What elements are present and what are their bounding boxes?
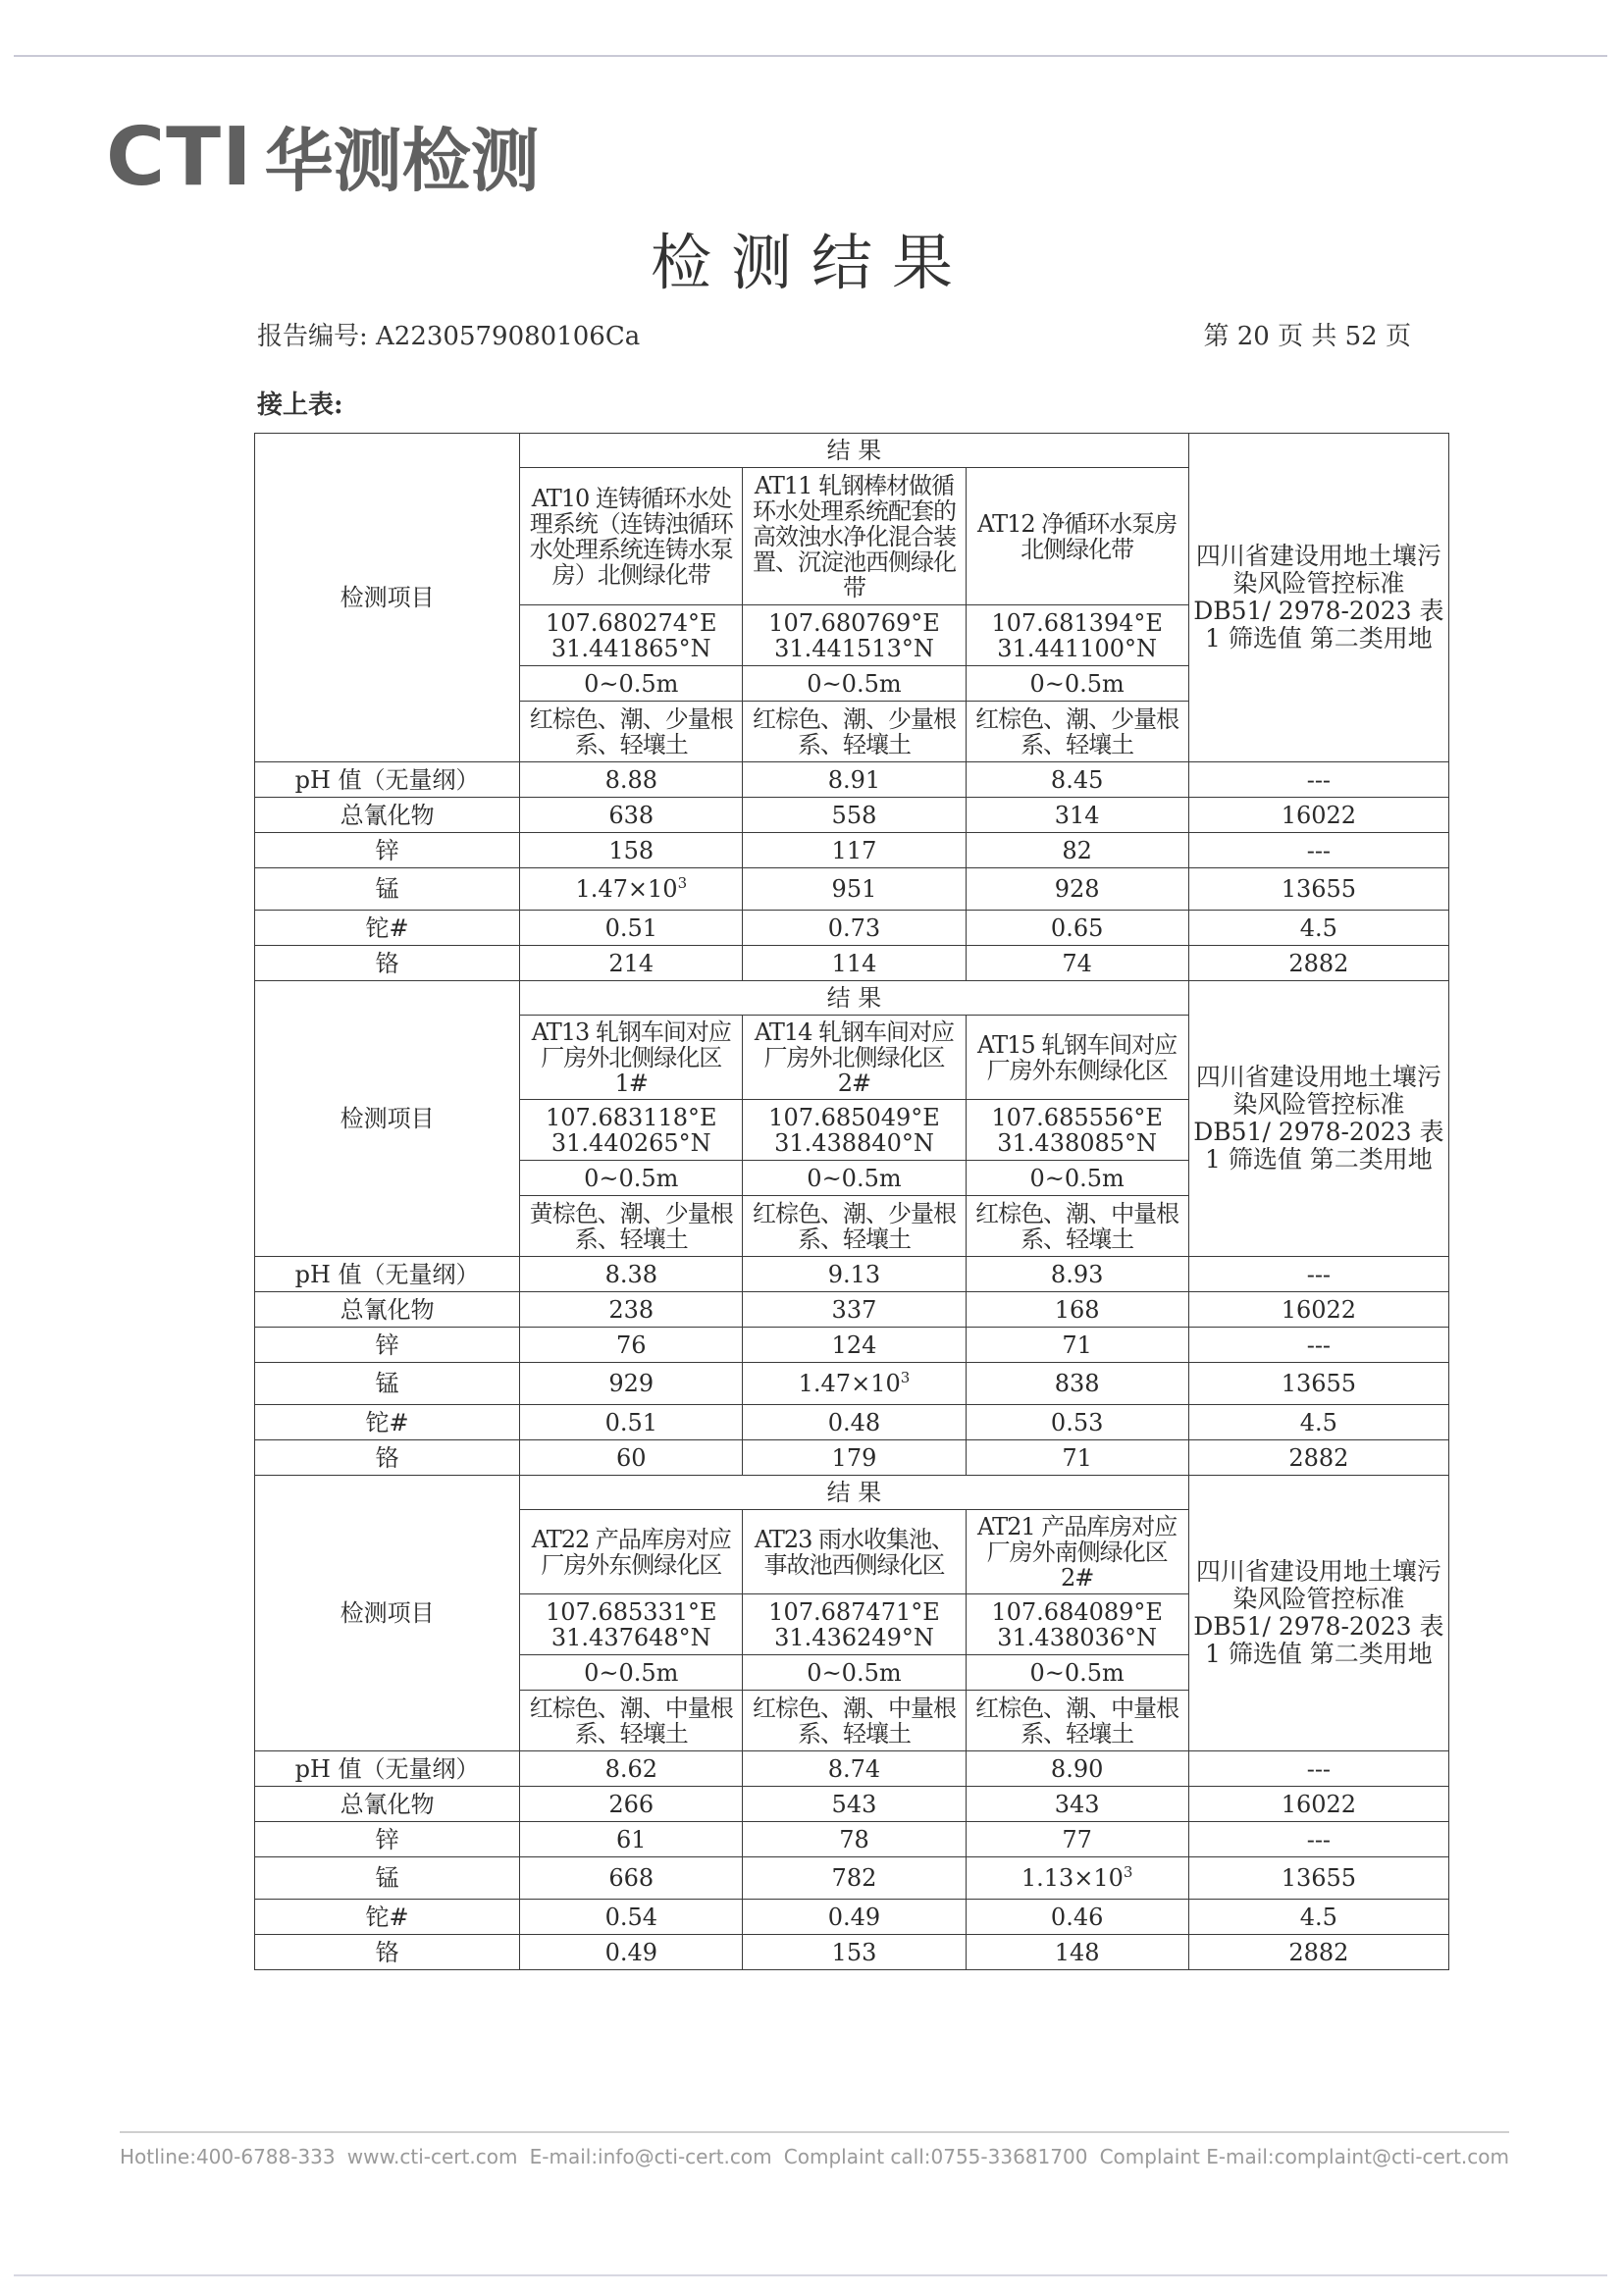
item-header: 检测项目 bbox=[255, 1476, 520, 1751]
cell-value: 0.49 bbox=[743, 1900, 966, 1935]
cell-value: 214 bbox=[520, 946, 743, 981]
soil-description: 红棕色、潮、少量根系、轻壤土 bbox=[520, 702, 743, 762]
limit-value: --- bbox=[1188, 1751, 1448, 1787]
cell-value: 153 bbox=[743, 1935, 966, 1970]
cell-value: 8.62 bbox=[520, 1751, 743, 1787]
cell-value: 117 bbox=[743, 833, 966, 868]
table-row bbox=[255, 1328, 1449, 1363]
cell-value: 8.45 bbox=[966, 762, 1188, 798]
results-header: 结 果 bbox=[520, 1476, 1189, 1510]
cell-value: 0.65 bbox=[966, 911, 1188, 946]
table-row bbox=[255, 1935, 1449, 1970]
table-row bbox=[255, 1440, 1449, 1476]
cell-value: 77 bbox=[966, 1822, 1188, 1857]
soil-description: 红棕色、潮、少量根系、轻壤土 bbox=[743, 1196, 966, 1257]
cell-value: 71 bbox=[966, 1328, 1188, 1363]
footer-complaint-call: Complaint call:0755-33681700 bbox=[783, 2145, 1088, 2168]
table-row bbox=[255, 1292, 1449, 1328]
sample-name: AT21 产品库房对应厂房外南侧绿化区 2# bbox=[966, 1510, 1188, 1594]
row-label: pH 值（无量纲） bbox=[255, 1751, 520, 1787]
cell-value: 337 bbox=[743, 1292, 966, 1328]
limit-value: 2882 bbox=[1188, 1440, 1448, 1476]
limit-value: 16022 bbox=[1188, 1787, 1448, 1822]
row-label: 总氰化物 bbox=[255, 1787, 520, 1822]
cell-value: 168 bbox=[966, 1292, 1188, 1328]
cell-value: 0.48 bbox=[743, 1405, 966, 1440]
results-header-row bbox=[255, 1476, 1449, 1510]
footer-rule bbox=[120, 2131, 1509, 2133]
results-header: 结 果 bbox=[520, 981, 1189, 1016]
cell-value: 782 bbox=[743, 1857, 966, 1900]
sample-coordinates: 107.680769°E 31.441513°N bbox=[743, 605, 966, 666]
cell-value: $1.47\times 10^3$ bbox=[743, 1363, 966, 1405]
sample-name: AT14 轧钢车间对应厂房外北侧绿化区 2# bbox=[743, 1016, 966, 1100]
cell-value: 928 bbox=[966, 868, 1188, 911]
sample-depth: 0~0.5m bbox=[520, 666, 743, 702]
soil-description: 红棕色、潮、少量根系、轻壤土 bbox=[966, 702, 1188, 762]
limit-value: 13655 bbox=[1188, 1363, 1448, 1405]
limit-value: --- bbox=[1188, 833, 1448, 868]
cell-value: $1.47\times 10^3$ bbox=[520, 868, 743, 911]
cell-value: 0.46 bbox=[966, 1900, 1188, 1935]
row-label: 总氰化物 bbox=[255, 1292, 520, 1328]
table-row bbox=[255, 1857, 1449, 1900]
row-label: 锰 bbox=[255, 868, 520, 911]
soil-description: 黄棕色、潮、少量根系、轻壤土 bbox=[520, 1196, 743, 1257]
table-row bbox=[255, 798, 1449, 833]
table-row bbox=[255, 911, 1449, 946]
cell-value: 8.38 bbox=[520, 1257, 743, 1292]
limit-value: --- bbox=[1188, 762, 1448, 798]
soil-description: 红棕色、潮、中量根系、轻壤土 bbox=[966, 1691, 1188, 1751]
cell-value: 114 bbox=[743, 946, 966, 981]
page-number: 第 20 页 共 52 页 bbox=[1203, 322, 1411, 351]
standard-header: 四川省建设用地土壤污染风险管控标准 DB51/ 2978-2023 表 1 筛选值 第二类用地 bbox=[1188, 981, 1448, 1257]
report-number: 报告编号: A2230579080106Ca bbox=[257, 322, 641, 351]
results-table bbox=[254, 433, 1449, 1970]
cell-value: 71 bbox=[966, 1440, 1188, 1476]
results-header: 结 果 bbox=[520, 434, 1189, 468]
row-label: 铊# bbox=[255, 1405, 520, 1440]
table-row bbox=[255, 1257, 1449, 1292]
continued-label: 接上表: bbox=[257, 391, 343, 420]
cell-value: 0.49 bbox=[520, 1935, 743, 1970]
cell-value: 8.91 bbox=[743, 762, 966, 798]
table-row bbox=[255, 1900, 1449, 1935]
sample-coordinates: 107.687471°E 31.436249°N bbox=[743, 1594, 966, 1655]
sample-coordinates: 107.685331°E 31.437648°N bbox=[520, 1594, 743, 1655]
cell-value: 266 bbox=[520, 1787, 743, 1822]
logo-mark: CTI bbox=[106, 111, 253, 204]
cell-value: 8.88 bbox=[520, 762, 743, 798]
cell-value: 8.90 bbox=[966, 1751, 1188, 1787]
sample-name: AT13 轧钢车间对应厂房外北侧绿化区 1# bbox=[520, 1016, 743, 1100]
table-row bbox=[255, 833, 1449, 868]
sample-coordinates: 107.684089°E 31.438036°N bbox=[966, 1594, 1188, 1655]
cell-value: 61 bbox=[520, 1822, 743, 1857]
limit-value: 4.5 bbox=[1188, 911, 1448, 946]
sample-depth: 0~0.5m bbox=[966, 1161, 1188, 1196]
results-header-row bbox=[255, 981, 1449, 1016]
item-header: 检测项目 bbox=[255, 981, 520, 1257]
row-label: 锰 bbox=[255, 1857, 520, 1900]
cell-value: 0.73 bbox=[743, 911, 966, 946]
results-header-row bbox=[255, 434, 1449, 468]
limit-value: 16022 bbox=[1188, 1292, 1448, 1328]
row-label: pH 值（无量纲） bbox=[255, 1257, 520, 1292]
cell-value: 951 bbox=[743, 868, 966, 911]
sample-coordinates: 107.685049°E 31.438840°N bbox=[743, 1100, 966, 1161]
row-label: 总氰化物 bbox=[255, 798, 520, 833]
table-row bbox=[255, 1822, 1449, 1857]
row-label: 铊# bbox=[255, 1900, 520, 1935]
cell-value: 179 bbox=[743, 1440, 966, 1476]
row-label: 锌 bbox=[255, 833, 520, 868]
limit-value: 4.5 bbox=[1188, 1900, 1448, 1935]
table-row bbox=[255, 946, 1449, 981]
cell-value: 148 bbox=[966, 1935, 1188, 1970]
cell-value: 0.51 bbox=[520, 911, 743, 946]
footer-website: www.cti-cert.com bbox=[346, 2145, 518, 2168]
soil-description: 红棕色、潮、中量根系、轻壤土 bbox=[743, 1691, 966, 1751]
table-row bbox=[255, 1405, 1449, 1440]
table-row bbox=[255, 868, 1449, 911]
sample-coordinates: 107.680274°E 31.441865°N bbox=[520, 605, 743, 666]
cell-value: 9.13 bbox=[743, 1257, 966, 1292]
sample-name: AT12 净循环水泵房北侧绿化带 bbox=[966, 468, 1188, 605]
cell-value: 343 bbox=[966, 1787, 1188, 1822]
sample-name: AT10 连铸循环水处理系统（连铸浊循环水处理系统连铸水泵房）北侧绿化带 bbox=[520, 468, 743, 605]
cell-value: 638 bbox=[520, 798, 743, 833]
cell-value: 74 bbox=[966, 946, 1188, 981]
table-row bbox=[255, 762, 1449, 798]
sample-depth: 0~0.5m bbox=[520, 1655, 743, 1691]
limit-value: 16022 bbox=[1188, 798, 1448, 833]
cell-value: 543 bbox=[743, 1787, 966, 1822]
footer bbox=[120, 2145, 1509, 2168]
page-title: 检测结果 bbox=[650, 227, 972, 298]
soil-description: 红棕色、潮、中量根系、轻壤土 bbox=[520, 1691, 743, 1751]
row-label: 锰 bbox=[255, 1363, 520, 1405]
footer-email: E-mail:info@cti-cert.com bbox=[529, 2145, 772, 2168]
standard-header: 四川省建设用地土壤污染风险管控标准 DB51/ 2978-2023 表 1 筛选值 第二类用地 bbox=[1188, 434, 1448, 762]
cell-value: 668 bbox=[520, 1857, 743, 1900]
cell-value: 0.53 bbox=[966, 1405, 1188, 1440]
sample-depth: 0~0.5m bbox=[966, 666, 1188, 702]
soil-description: 红棕色、潮、中量根系、轻壤土 bbox=[966, 1196, 1188, 1257]
sample-depth: 0~0.5m bbox=[966, 1655, 1188, 1691]
row-label: 铬 bbox=[255, 1440, 520, 1476]
cell-value: 124 bbox=[743, 1328, 966, 1363]
sample-depth: 0~0.5m bbox=[520, 1161, 743, 1196]
cell-value: 76 bbox=[520, 1328, 743, 1363]
row-label: pH 值（无量纲） bbox=[255, 762, 520, 798]
item-header: 检测项目 bbox=[255, 434, 520, 762]
sample-depth: 0~0.5m bbox=[743, 1161, 966, 1196]
row-label: 铬 bbox=[255, 946, 520, 981]
cell-value: 8.74 bbox=[743, 1751, 966, 1787]
cell-value: 238 bbox=[520, 1292, 743, 1328]
limit-value: 2882 bbox=[1188, 1935, 1448, 1970]
cell-value: 82 bbox=[966, 833, 1188, 868]
limit-value: 13655 bbox=[1188, 868, 1448, 911]
cell-value: 0.54 bbox=[520, 1900, 743, 1935]
footer-hotline: Hotline:400-6788-333 bbox=[120, 2145, 336, 2168]
limit-value: 2882 bbox=[1188, 946, 1448, 981]
limit-value: 13655 bbox=[1188, 1857, 1448, 1900]
sample-name: AT22 产品库房对应厂房外东侧绿化区 bbox=[520, 1510, 743, 1594]
limit-value: --- bbox=[1188, 1328, 1448, 1363]
cell-value: 60 bbox=[520, 1440, 743, 1476]
table-row bbox=[255, 1751, 1449, 1787]
sample-coordinates: 107.683118°E 31.440265°N bbox=[520, 1100, 743, 1161]
sample-name: AT15 轧钢车间对应厂房外东侧绿化区 bbox=[966, 1016, 1188, 1100]
sample-coordinates: 107.685556°E 31.438085°N bbox=[966, 1100, 1188, 1161]
row-label: 锌 bbox=[255, 1328, 520, 1363]
cell-value: 838 bbox=[966, 1363, 1188, 1405]
sample-name: AT11 轧钢棒材做循环水处理系统配套的高效浊水净化混合装置、沉淀池西侧绿化带 bbox=[743, 468, 966, 605]
limit-value: --- bbox=[1188, 1822, 1448, 1857]
soil-description: 红棕色、潮、少量根系、轻壤土 bbox=[743, 702, 966, 762]
cell-value: 78 bbox=[743, 1822, 966, 1857]
cell-value: 0.51 bbox=[520, 1405, 743, 1440]
row-label: 铬 bbox=[255, 1935, 520, 1970]
cell-value: 314 bbox=[966, 798, 1188, 833]
standard-header: 四川省建设用地土壤污染风险管控标准 DB51/ 2978-2023 表 1 筛选值 第二类用地 bbox=[1188, 1476, 1448, 1751]
company-logo bbox=[106, 106, 540, 205]
sample-depth: 0~0.5m bbox=[743, 666, 966, 702]
cell-value: 8.93 bbox=[966, 1257, 1188, 1292]
limit-value: 4.5 bbox=[1188, 1405, 1448, 1440]
sample-coordinates: 107.681394°E 31.441100°N bbox=[966, 605, 1188, 666]
footer-complaint-email: Complaint E-mail:complaint@cti-cert.com bbox=[1099, 2145, 1509, 2168]
cell-value: 929 bbox=[520, 1363, 743, 1405]
header-rule bbox=[14, 55, 1607, 57]
row-label: 锌 bbox=[255, 1822, 520, 1857]
bottom-rule bbox=[14, 2274, 1607, 2276]
table-row bbox=[255, 1787, 1449, 1822]
cell-value: 158 bbox=[520, 833, 743, 868]
limit-value: --- bbox=[1188, 1257, 1448, 1292]
row-label: 铊# bbox=[255, 911, 520, 946]
cell-value: $1.13\times 10^3$ bbox=[966, 1857, 1188, 1900]
logo-text: 华测检测 bbox=[264, 121, 540, 201]
sample-name: AT23 雨水收集池、事故池西侧绿化区 bbox=[743, 1510, 966, 1594]
cell-value: 558 bbox=[743, 798, 966, 833]
sample-depth: 0~0.5m bbox=[743, 1655, 966, 1691]
table-row bbox=[255, 1363, 1449, 1405]
